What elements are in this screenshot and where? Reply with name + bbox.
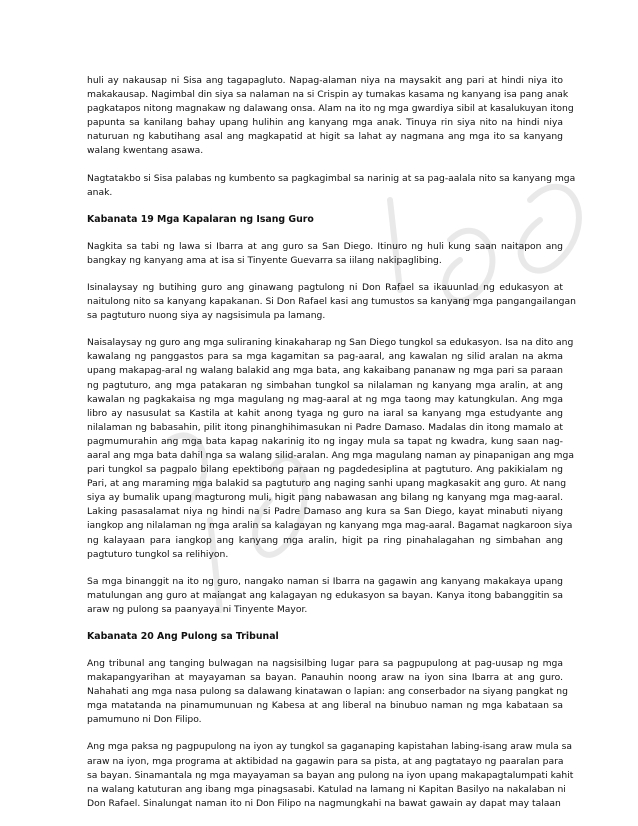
text-line: Laking pasasalamat niya ng hindi na si Padre Damaso ang kura sa San Diego, kayat minabuti niyang — [87, 506, 563, 518]
text-line: Naisalaysay ng guro ang mga suliraning kinakaharap ng San Diego tungkol sa edukasyon. Isa na dito ang — [87, 337, 574, 349]
text-line: Ang tribunal ang tanging bulwagan na nagsisilbing lugar para sa pagpupulong at pag-uusap ng mga — [87, 658, 563, 669]
text-line: ng kalayaan para iangkop ang kanyang mga aralin, higit pa ring pinahalagahan ng simbahan ang — [87, 534, 563, 546]
text-line: kawalan ng pagkakaisa ng mga magulang ng mag-aaral at ng mga taong may katungkulan. Ang mga — [87, 393, 563, 405]
text-line: araw na iyon, mga programa at aktibidad na gagawin para sa pista, at ang pagtatayo ng paaralan para — [87, 755, 564, 767]
text-line: makapangyarihan at mayayaman sa bayan. Panauhin noong araw na iyon sina Ibarra at ang guro. — [87, 672, 563, 684]
text-line: pamumuno ni Don Filipo. — [87, 714, 202, 726]
paragraph — [87, 74, 574, 159]
text-line: pagtuturo tungkol sa relihiyon. — [87, 548, 229, 560]
text-line: Don Rafael. Sinalungat naman ito ni Don Filipo na nagmungkahi na bawat gawain ay dapat may talaan — [87, 797, 561, 809]
paragraph — [87, 281, 576, 323]
text-line: nilalaman ng babasahin, pilit itong pinanghihimasukan ni Padre Damaso. Madalas din itong mamalo at — [87, 421, 563, 433]
paragraph — [87, 336, 574, 562]
text-line: Ang mga paksa ng pagpupulong na iyon ay tungkol sa gaganaping kapistahan labing-isang araw mula sa — [87, 741, 573, 753]
text-line: Nagtatakbo si Sisa palabas ng kumbento sa pagkagimbal sa narinig at sa pag-aalala nito sa kanyang mga — [87, 172, 576, 184]
text-line: anak. — [87, 186, 113, 198]
section-heading: Kabanata 20 Ang Pulong sa Tribunal — [87, 631, 279, 642]
text-line: huli ay nakausap ni Sisa ang tagapagluto. Napag-alaman niya na maysakit ang pari at hindi niya ito — [87, 75, 563, 86]
text-line: naitulong nito sa kanyang kapakanan. Si Don Rafael kasi ang tumustos sa kanyang mga pangangailangan — [87, 296, 576, 308]
paragraph — [87, 240, 563, 268]
text-line: naturuan ng kabutihang asal ang magkapatid at higit sa lahat ay nagmana ang mga ito sa kanyang — [87, 131, 563, 143]
text-line: kawalang ng panggastos para sa mga kagamitan sa pag-aaral, ang kawalan ng silid aralan na akma — [87, 351, 563, 363]
document-page — [87, 74, 576, 824]
paragraph — [87, 740, 574, 810]
text-line: papunta sa kanilang bahay upang hulihin ang kanyang mga anak. Tinuya rin siya nito na hindi niya — [87, 117, 563, 129]
text-line: pagkatapos nitong magnakaw ng dalawang onsa. Alam na ito ng mga gwardiya sibil at kasalukuyan itong — [87, 103, 574, 115]
text-line: upang makapag-aral ng walang balakid ang mga bata, ang kakaibang pananaw ng mga pari sa paraan — [87, 365, 563, 377]
text-line: Sa mga binanggit na ito ng guro, nangako naman si Ibarra na gagawin ang kanyang makakaya upang — [87, 575, 563, 587]
paragraph — [87, 575, 563, 617]
text-line: na walang katuturan ang ibang mga pinagsasabi. Katulad na lamang ni Kapitan Basilyo na nakalaban ni — [87, 783, 566, 795]
paragraph — [87, 657, 568, 727]
text-line: ng pagtuturo, ang mga patakaran ng simbahan tungkol sa nilalaman ng kanyang mga aralin, at ang — [87, 379, 563, 391]
text-line: Isinalaysay ng butihing guro ang ginawang pagtulong ni Don Rafael sa ikauunlad ng edukasyon at — [87, 281, 563, 293]
text-line: araw ng pulong sa paanyaya ni Tinyente Mayor. — [87, 603, 308, 615]
text-line: siya ay bumalik upang magturong muli, higit pang nabawasan ang bilang ng kanyang mga mag-aaral. — [87, 492, 563, 504]
text-line: Nagkita sa tabi ng lawa si Ibarra at ang guro sa San Diego. Itinuro ng huli kung saan naitapon ang — [87, 240, 563, 252]
text-line: Pari, at ang maraming mga balakid sa pagtuturo ang naging sanhi upang magkasakit ang guro. At nang — [87, 478, 567, 490]
text-line: makakausap. Nagimbal din siya sa nalaman na si Crispin ay tumakas kasama ng kanyang isa pang anak — [87, 89, 569, 101]
text-line: Nahahati ang mga nasa pulong sa dalawang kinatawan o lapian: ang conserbador na siyang pangkat ng — [87, 686, 568, 698]
text-line: libro ay nasusulat sa Kastila at kahit anong tyaga ng guro na iaral sa kanyang mga estudyante ang — [87, 407, 563, 419]
text-line: pagmumurahin ang mga bata kapag nakarinig ito ng ingay mula sa tapat ng kwadra, kung saan nag- — [87, 435, 563, 447]
text-line: mga matatanda na pinamumunuan ng Kabesa at ang liberal na binubuo naman ng mga kabataan sa — [87, 700, 563, 712]
text-line: matulungan ang guro at maiangat ang kalagayan ng edukasyon sa bayan. Kanya itong babanggitin sa — [87, 589, 563, 601]
paragraph — [87, 172, 576, 200]
text-line: sa bayan. Sinamantala ng mga mayayaman sa bayan ang pulong na iyon upang makapagtalumpati kahit — [87, 769, 574, 781]
text-line: sa pagtuturo nuong siya ay nagsisimula pa lamang. — [87, 310, 326, 322]
text-line: aaral ang mga bata dahil nga sa walang silid-aralan. Ang mga magulang naman ay pinapanigan ang mga — [87, 449, 574, 461]
section-heading: Kabanata 19 Mga Kapalaran ng Isang Guro — [87, 213, 314, 225]
text-line: pari tungkol sa pagpalo bilang epektibong paraan ng pagdedesiplina at pagtuturo. Ang pakikialam ng — [87, 464, 563, 476]
text-line: walang kwentang asawa. — [87, 145, 204, 157]
text-line: iangkop ang nilalaman ng mga aralin sa kalagayan ng kanyang mga mag-aaral. Bagamat nagkaroon siya — [87, 520, 573, 532]
text-line: bangkay ng kanyang ama at isa si Tinyente Guevarra sa iilang nakipaglibing. — [87, 254, 442, 266]
